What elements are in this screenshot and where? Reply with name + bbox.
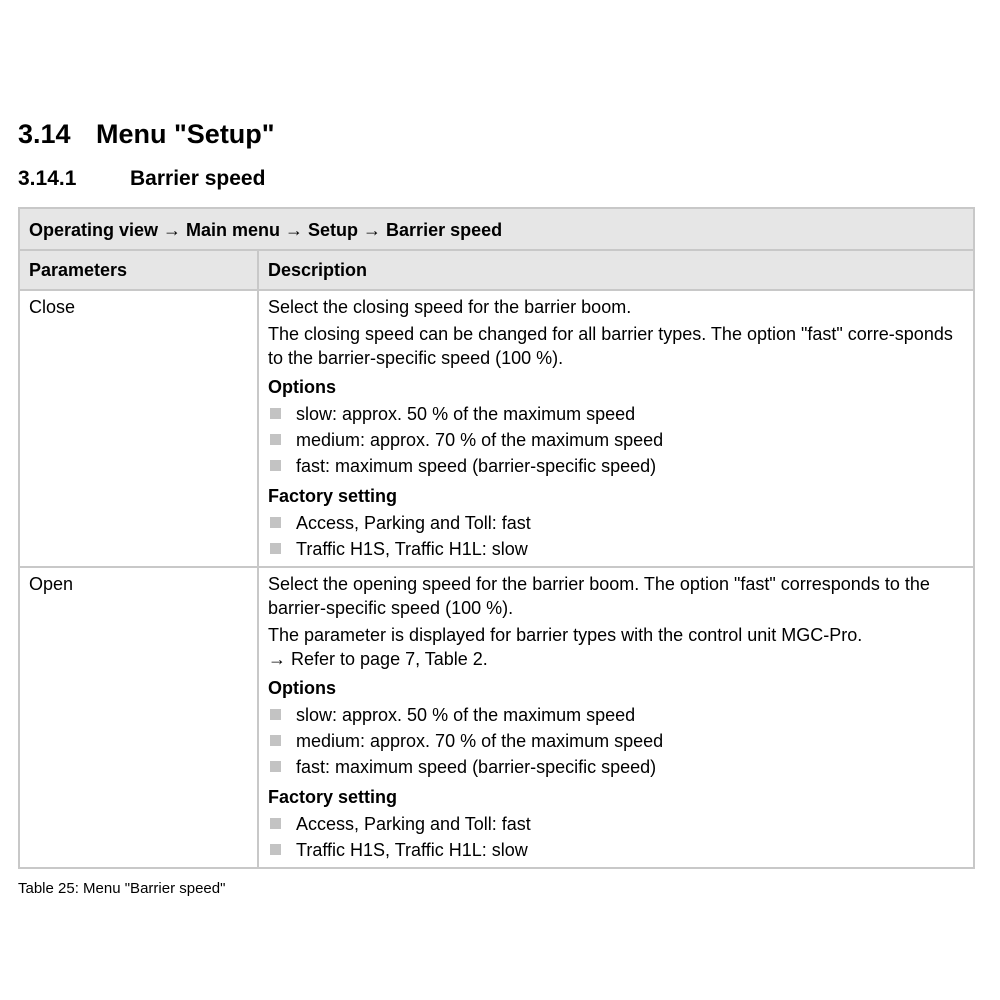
list-item-text: medium: approx. 70 % of the maximum speed — [296, 430, 664, 450]
square-bullet-icon — [270, 709, 281, 720]
options-label: Options — [268, 377, 336, 397]
list-item — [268, 401, 964, 427]
table-row — [19, 567, 974, 868]
list-item-text: slow: approx. 50 % of the maximum speed — [296, 404, 636, 424]
square-bullet-icon — [270, 460, 281, 471]
list-item — [268, 811, 964, 837]
list-item-text: fast: maximum speed (barrier-specific speed) — [296, 757, 657, 777]
square-bullet-icon — [270, 543, 281, 554]
description-text: Select the closing speed for the barrier boom. — [268, 297, 632, 317]
parameter-name: Open — [19, 567, 258, 868]
list-item — [268, 453, 964, 479]
list-item — [268, 510, 964, 536]
page-reference-text: → Refer to page 7, Table 2. — [268, 649, 488, 669]
factory-setting-label: Factory setting — [268, 486, 398, 506]
list-item-text: medium: approx. 70 % of the maximum speed — [296, 731, 664, 751]
section-number: 3.14 — [18, 119, 71, 149]
square-bullet-icon — [270, 761, 281, 772]
table-header-row — [19, 250, 974, 290]
list-item-text: Traffic H1S, Traffic H1L: slow — [296, 539, 528, 559]
subsection-heading — [18, 165, 265, 193]
options-list — [268, 702, 964, 780]
parameter-description — [258, 290, 974, 567]
factory-setting-label: Factory setting — [268, 787, 398, 807]
description-text: The closing speed can be changed for all barrier types. The option "fast" corre-sponds to the barrier-specific speed (100 %). — [268, 324, 953, 368]
list-item — [268, 837, 964, 863]
column-header-description: Description — [258, 250, 974, 290]
options-label: Options — [268, 678, 336, 698]
factory-setting-list — [268, 811, 964, 863]
parameter-description — [258, 567, 974, 868]
subsection-title: Barrier speed — [130, 167, 266, 190]
table-row — [19, 290, 974, 567]
square-bullet-icon — [270, 818, 281, 829]
factory-setting-list — [268, 510, 964, 562]
section-heading — [18, 116, 275, 152]
list-item-text: Traffic H1S, Traffic H1L: slow — [296, 840, 528, 860]
list-item-text: fast: maximum speed (barrier-specific speed) — [296, 456, 657, 476]
list-item-text: Access, Parking and Toll: fast — [296, 814, 531, 834]
subsection-number: 3.14.1 — [18, 167, 77, 190]
table-caption: Table 25: Menu "Barrier speed" — [18, 880, 226, 897]
options-list — [268, 401, 964, 479]
list-item — [268, 702, 964, 728]
description-text: Select the opening speed for the barrier boom. The option "fast" corresponds to the barrier-specific speed (100 %). — [268, 574, 930, 618]
square-bullet-icon — [270, 844, 281, 855]
list-item-text: slow: approx. 50 % of the maximum speed — [296, 705, 636, 725]
square-bullet-icon — [270, 517, 281, 528]
list-item-text: Access, Parking and Toll: fast — [296, 513, 531, 533]
menu-path-row — [19, 208, 974, 250]
list-item — [268, 536, 964, 562]
list-item — [268, 728, 964, 754]
menu-path: Operating view → Main menu → Setup → Barrier speed — [19, 208, 974, 250]
list-item — [268, 427, 964, 453]
section-title: Menu "Setup" — [96, 119, 275, 149]
column-header-parameters: Parameters — [19, 250, 258, 290]
parameter-name: Close — [19, 290, 258, 567]
square-bullet-icon — [270, 408, 281, 419]
square-bullet-icon — [270, 735, 281, 746]
description-text: The parameter is displayed for barrier types with the control unit MGC-Pro. — [268, 625, 863, 645]
square-bullet-icon — [270, 434, 281, 445]
barrier-speed-table — [18, 207, 975, 869]
list-item — [268, 754, 964, 780]
